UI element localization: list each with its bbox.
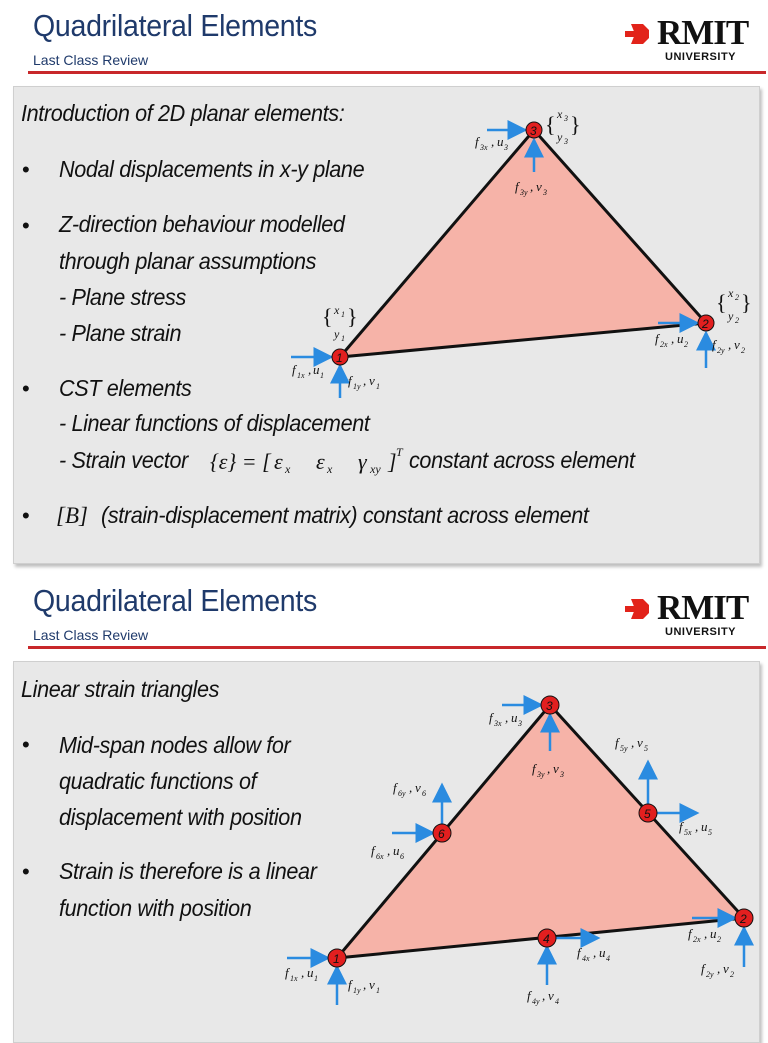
slide-title: Quadrilateral Elements bbox=[33, 8, 318, 43]
node-2-fy-label bbox=[701, 961, 734, 979]
svg-text:f: f bbox=[532, 761, 536, 776]
svg-text:f: f bbox=[615, 735, 619, 750]
node-5-fy-label bbox=[615, 735, 648, 753]
svg-text:4y: 4y bbox=[532, 997, 540, 1006]
svg-text:3: 3 bbox=[518, 719, 522, 728]
svg-text:5: 5 bbox=[708, 828, 712, 837]
bullet-dot: • bbox=[22, 157, 30, 182]
svg-text:,: , bbox=[387, 843, 391, 858]
svg-text:6x: 6x bbox=[376, 852, 384, 861]
slide-2 bbox=[0, 575, 768, 1024]
svg-text:v: v bbox=[734, 337, 740, 352]
svg-text:v: v bbox=[369, 373, 375, 388]
svg-text:4: 4 bbox=[543, 932, 550, 946]
node-4 bbox=[538, 929, 556, 947]
svg-text:u: u bbox=[701, 819, 708, 834]
svg-text:,: , bbox=[728, 337, 732, 352]
node-1-fy-label bbox=[348, 977, 380, 995]
svg-text:u: u bbox=[393, 843, 400, 858]
eps-x: ε bbox=[274, 449, 283, 474]
node-6 bbox=[433, 824, 451, 842]
svg-text:f: f bbox=[712, 337, 716, 352]
logo-sub: UNIVERSITY bbox=[665, 626, 737, 638]
svg-text:5y: 5y bbox=[620, 744, 628, 753]
svg-text:1x: 1x bbox=[297, 371, 305, 380]
svg-text:3: 3 bbox=[564, 137, 568, 146]
gamma-xy-sub: xy bbox=[370, 462, 381, 476]
svg-text:u: u bbox=[599, 945, 606, 960]
svg-text:,: , bbox=[671, 331, 675, 346]
svg-text:v: v bbox=[415, 780, 421, 795]
node-3-coords bbox=[545, 107, 581, 146]
svg-text:5x: 5x bbox=[684, 828, 692, 837]
b-matrix: [B] bbox=[56, 503, 88, 528]
bullet-text: Mid-span nodes allow for bbox=[59, 732, 291, 758]
bullet-text: - Linear functions of displacement bbox=[59, 410, 370, 436]
svg-text:1: 1 bbox=[333, 952, 340, 966]
svg-text:1: 1 bbox=[320, 371, 324, 380]
svg-text:,: , bbox=[363, 977, 367, 992]
svg-text:f: f bbox=[527, 988, 531, 1003]
lst-heading: Linear strain triangles bbox=[21, 676, 220, 702]
svg-text:3y: 3y bbox=[520, 188, 528, 197]
svg-text:v: v bbox=[723, 961, 729, 976]
svg-text:f: f bbox=[285, 965, 289, 980]
slide-subtitle: Last Class Review bbox=[33, 627, 149, 643]
svg-text:3: 3 bbox=[546, 699, 553, 713]
svg-text:1: 1 bbox=[341, 310, 345, 319]
node-6-fx-label bbox=[371, 843, 404, 861]
svg-text:,: , bbox=[308, 362, 312, 377]
node-2-fx-label bbox=[655, 331, 688, 349]
svg-text:,: , bbox=[593, 945, 597, 960]
svg-text:y: y bbox=[334, 327, 340, 341]
bullet-dot: • bbox=[22, 213, 30, 238]
svg-text:2: 2 bbox=[730, 970, 734, 979]
svg-text:3: 3 bbox=[543, 188, 547, 197]
svg-text:2: 2 bbox=[684, 340, 688, 349]
logo-sub: UNIVERSITY bbox=[665, 51, 737, 63]
svg-text:,: , bbox=[409, 780, 413, 795]
svg-text:f: f bbox=[371, 843, 375, 858]
node-4-fx-label bbox=[577, 945, 610, 963]
cst-triangle-diagram bbox=[0, 0, 768, 512]
bullet-text: Z-direction behaviour modelled bbox=[59, 211, 345, 237]
svg-text:u: u bbox=[307, 965, 314, 980]
svg-text:f: f bbox=[348, 373, 352, 388]
svg-text:3: 3 bbox=[530, 124, 537, 138]
svg-text:v: v bbox=[369, 977, 375, 992]
svg-text:y: y bbox=[728, 309, 734, 323]
bullet-dot: • bbox=[22, 376, 30, 401]
svg-text:3: 3 bbox=[504, 143, 508, 152]
svg-text:,: , bbox=[542, 988, 546, 1003]
svg-text:,: , bbox=[505, 710, 509, 725]
svg-text:1y: 1y bbox=[353, 986, 361, 995]
bracket-close: ] bbox=[388, 449, 397, 474]
strain-lhs: {ε} = [ bbox=[210, 449, 271, 474]
node-1 bbox=[332, 349, 348, 365]
svg-text:f: f bbox=[701, 961, 705, 976]
node-6-fy-label bbox=[393, 780, 426, 798]
bullet-text: (strain-displacement matrix) constant across element bbox=[101, 502, 589, 528]
node-5-fx-label bbox=[679, 819, 712, 837]
svg-text:v: v bbox=[548, 988, 554, 1003]
slide-title: Quadrilateral Elements bbox=[33, 583, 318, 618]
svg-text:f: f bbox=[489, 710, 493, 725]
svg-text:1: 1 bbox=[341, 334, 345, 343]
svg-text:v: v bbox=[637, 735, 643, 750]
logo-name: RMIT bbox=[657, 588, 749, 627]
svg-text:1x: 1x bbox=[290, 974, 298, 983]
svg-text:6: 6 bbox=[438, 827, 445, 841]
svg-text:x: x bbox=[334, 303, 340, 317]
svg-text:5: 5 bbox=[644, 744, 648, 753]
triangle-element bbox=[340, 130, 706, 357]
svg-text:f: f bbox=[515, 179, 519, 194]
svg-text:,: , bbox=[301, 965, 305, 980]
svg-text:,: , bbox=[530, 179, 534, 194]
svg-text:3x: 3x bbox=[494, 719, 502, 728]
svg-text:f: f bbox=[393, 780, 397, 795]
svg-text:1y: 1y bbox=[353, 382, 361, 391]
svg-text:v: v bbox=[536, 179, 542, 194]
svg-text:v: v bbox=[553, 761, 559, 776]
svg-text:}: } bbox=[741, 290, 752, 315]
logo-name: RMIT bbox=[657, 13, 749, 52]
svg-text:x: x bbox=[557, 107, 563, 121]
svg-text:u: u bbox=[677, 331, 684, 346]
intro-heading: Introduction of 2D planar elements: bbox=[21, 100, 345, 126]
svg-text:1: 1 bbox=[336, 351, 343, 365]
gamma-xy: γ bbox=[358, 449, 367, 474]
eps-x-sub: x bbox=[285, 462, 291, 476]
svg-text:{: { bbox=[716, 290, 727, 315]
bullet-text: constant across element bbox=[409, 447, 635, 473]
svg-text:6y: 6y bbox=[398, 789, 406, 798]
node-2 bbox=[698, 315, 714, 331]
svg-text:2: 2 bbox=[735, 293, 739, 302]
svg-text:,: , bbox=[547, 761, 551, 776]
bullet-text: - Plane stress bbox=[59, 284, 186, 310]
node-3-fx-label bbox=[489, 710, 522, 728]
svg-text:2: 2 bbox=[741, 346, 745, 355]
svg-text:u: u bbox=[710, 926, 717, 941]
svg-text:3: 3 bbox=[564, 114, 568, 123]
triangle-element bbox=[337, 705, 744, 958]
bullet-text: - Strain vector bbox=[59, 447, 188, 473]
bullet-text: function with position bbox=[59, 895, 252, 921]
svg-text:4x: 4x bbox=[582, 954, 590, 963]
svg-text:f: f bbox=[348, 977, 352, 992]
svg-text:f: f bbox=[679, 819, 683, 834]
bullet-text: Strain is therefore is a linear bbox=[59, 858, 317, 884]
bullet-text: quadratic functions of bbox=[59, 768, 257, 794]
svg-text:u: u bbox=[497, 134, 504, 149]
svg-text:,: , bbox=[704, 926, 708, 941]
svg-text:3x: 3x bbox=[480, 143, 488, 152]
node-3 bbox=[541, 696, 559, 714]
svg-text:y: y bbox=[557, 130, 563, 144]
eps-x-sub: x bbox=[327, 462, 333, 476]
svg-text:1: 1 bbox=[314, 974, 318, 983]
bullet-dot: • bbox=[22, 503, 30, 528]
bullet-text: Nodal displacements in x-y plane bbox=[59, 156, 365, 182]
svg-text:1: 1 bbox=[376, 986, 380, 995]
svg-text:}: } bbox=[347, 304, 358, 329]
svg-text:1: 1 bbox=[376, 382, 380, 391]
slide-subtitle: Last Class Review bbox=[33, 52, 149, 68]
node-1-fx-label bbox=[285, 965, 318, 983]
svg-text:,: , bbox=[695, 819, 699, 834]
node-5 bbox=[639, 804, 657, 822]
node-2-fy-label bbox=[712, 337, 745, 355]
node-1-fx-label bbox=[292, 362, 324, 380]
transpose: T bbox=[396, 445, 403, 459]
svg-text:4: 4 bbox=[555, 997, 559, 1006]
node-3 bbox=[526, 122, 542, 138]
svg-text:2: 2 bbox=[717, 935, 721, 944]
node-1-coords bbox=[322, 303, 358, 343]
svg-text:2: 2 bbox=[735, 316, 739, 325]
node-3-fx-label bbox=[475, 134, 508, 152]
svg-text:4: 4 bbox=[606, 954, 610, 963]
node-2-coords bbox=[716, 286, 752, 325]
svg-text:2y: 2y bbox=[706, 970, 714, 979]
svg-text:3y: 3y bbox=[537, 770, 545, 779]
node-1-fy-label bbox=[348, 373, 380, 391]
svg-text:2x: 2x bbox=[693, 935, 701, 944]
bullet-text: through planar assumptions bbox=[59, 248, 317, 274]
svg-text:,: , bbox=[363, 373, 367, 388]
svg-text:}: } bbox=[570, 112, 581, 137]
svg-text:f: f bbox=[292, 362, 296, 377]
svg-text:{: { bbox=[545, 112, 556, 137]
svg-text:f: f bbox=[655, 331, 659, 346]
svg-text:f: f bbox=[577, 945, 581, 960]
svg-text:5: 5 bbox=[644, 807, 651, 821]
svg-text:,: , bbox=[491, 134, 495, 149]
svg-text:2: 2 bbox=[702, 317, 709, 331]
svg-text:u: u bbox=[511, 710, 518, 725]
svg-text:f: f bbox=[688, 926, 692, 941]
svg-text:f: f bbox=[475, 134, 479, 149]
lst-triangle-diagram bbox=[0, 575, 768, 1024]
bullet-text: - Plane strain bbox=[59, 320, 182, 346]
node-2-fx-label bbox=[688, 926, 721, 944]
svg-text:3: 3 bbox=[560, 770, 564, 779]
node-1 bbox=[328, 949, 346, 967]
svg-text:6: 6 bbox=[400, 852, 404, 861]
svg-text:2y: 2y bbox=[717, 346, 725, 355]
svg-text:,: , bbox=[717, 961, 721, 976]
svg-text:2x: 2x bbox=[660, 340, 668, 349]
eps-x: ε bbox=[316, 449, 325, 474]
svg-text:6: 6 bbox=[422, 789, 426, 798]
bullet-text: CST elements bbox=[59, 375, 192, 401]
bullet-text: displacement with position bbox=[59, 804, 302, 830]
svg-text:u: u bbox=[313, 362, 320, 377]
bullet-dot: • bbox=[22, 859, 30, 884]
bullet-dot: • bbox=[22, 732, 30, 757]
svg-text:2: 2 bbox=[740, 912, 747, 926]
svg-text:,: , bbox=[631, 735, 635, 750]
svg-text:x: x bbox=[728, 286, 734, 300]
node-2 bbox=[735, 909, 753, 927]
svg-text:{: { bbox=[322, 304, 333, 329]
node-4-fy-label bbox=[527, 988, 559, 1006]
